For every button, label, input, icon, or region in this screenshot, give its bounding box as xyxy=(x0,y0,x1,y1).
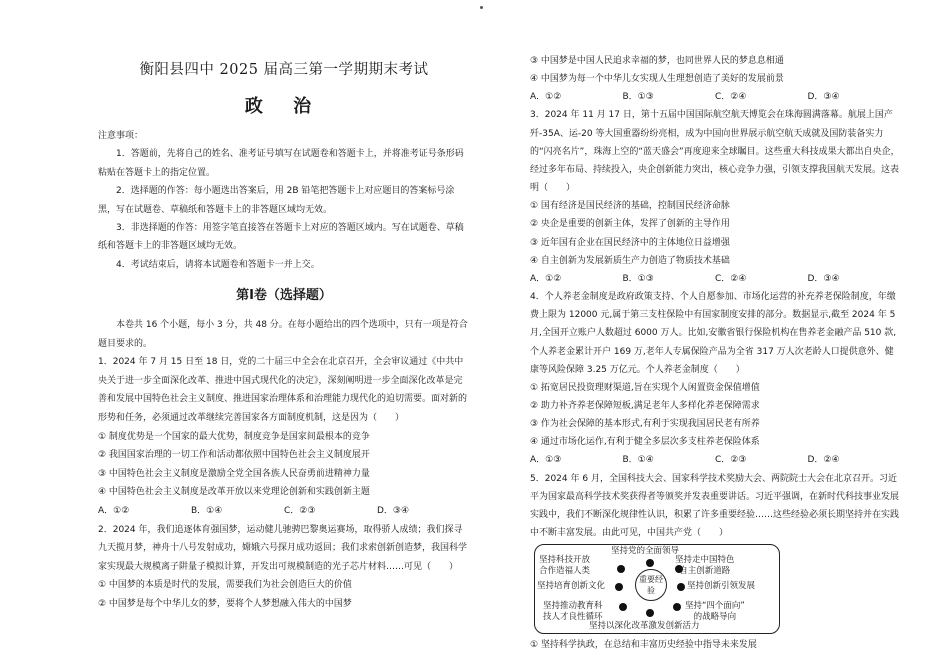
q2-choice-c: C．②④ xyxy=(715,92,747,103)
diagram-right2: 坚持创新引领发展 xyxy=(687,581,756,592)
diagram-dot xyxy=(673,603,681,611)
q2-choice-a: A．①② xyxy=(530,92,562,103)
q1-stem: 1．2024 年 7 月 15 日至 18 日，党的二十届三中全会在北京召开，全会审议通过《中共中央关于进一步全面深化改革、推进中国式现代化的决定》，深刻阐明进一步全面深化改革是完善和发展中国特色社会主义制度、推进国家治理体系和治理能力现代化的迫切需要。面对新的形势和任务，必须通过改革继续完善国家各方面制度机制，这是因为（ ） xyxy=(98,357,468,423)
q4-choices xyxy=(530,451,900,469)
q2-option-4: ④ 中国梦为每一个中华儿女实现人生理想创造了美好的发展前景 xyxy=(530,74,784,85)
q3-option-2: ② 央企是重要的创新主体，发挥了创新的主导作用 xyxy=(530,219,730,230)
exam-title: 衡阳县四中 2025 届高三第一学期期末考试 xyxy=(139,62,429,78)
q1-choices xyxy=(98,502,470,521)
diagram-left2: 坚持培育创新文化 xyxy=(537,581,606,592)
q4-choice-d: D．②④ xyxy=(807,455,840,466)
diagram-dot xyxy=(615,583,623,591)
diagram-top: 坚持党的全面领导 xyxy=(611,546,680,557)
note-4: 4．考试结束后，请将本试题卷和答题卡一并上交。 xyxy=(116,259,320,270)
q2-choice-d: D．③④ xyxy=(807,92,840,103)
q3-stem: 3．2024 年 11 月 17 日，第十五届中国国际航空航天博览会在珠海圆满落幕。航展上国产歼-35A、运-20 等大国重器纷纷亮相，成为中国向世界展示航空航天成就及国防装备实力的“闪亮名片”，珠海上空的“蓝天盛会”再度迎来全球瞩目。这些重大科技成果大都出自央企，经过多年布局、持续投入，央企创新能力突出，核心竞争力强，引领支撑我国航天发展。这表明（ ） xyxy=(530,110,900,194)
q4-option-1: ① 拓宽居民投资理财渠道,旨在实现个人闲置资金保值增值 xyxy=(530,382,760,393)
diagram-dot xyxy=(677,583,685,591)
notes-title: 注意事项： xyxy=(98,131,144,141)
header-dot xyxy=(480,6,483,9)
q4-option-2: ② 助力补齐养老保障短板,满足老年人多样化养老保障需求 xyxy=(530,400,760,411)
diagram-right3: 坚持“四个面向” 的战略导向 xyxy=(685,601,745,623)
q4-choice-b: B．①④ xyxy=(622,455,654,466)
q1-choice-c: C．②③ xyxy=(284,505,316,516)
q5-option-1: ① 坚持科学执政，在总结和丰富历史经验中指导未来发展 xyxy=(530,640,757,651)
q3-choice-d: D．③④ xyxy=(807,273,840,284)
q2-stem: 2．2024 年，我们追逐体育强国梦，运动健儿驰骋巴黎奥运赛场，取得骄人成绩；我们探寻九天揽月梦，神舟十八号发射成功，嫦娥六号探月成功返回；我们求索创新创造梦，我国科学家实现最大规模离子阱量子模拟计算，开发出可规模制造的光子芯片材料……可见（ ） xyxy=(98,524,468,572)
diagram-dot xyxy=(619,603,627,611)
q3-option-1: ① 国有经济是国民经济的基础，控制国民经济命脉 xyxy=(530,201,730,212)
q1-option-3: ③ 中国特色社会主义制度是激励全党全国各族人民奋勇前进精神力量 xyxy=(98,468,370,479)
q1-choice-d: D．③④ xyxy=(377,505,410,516)
q4-option-4: ④ 通过市场化运作,有利于健全多层次多支柱养老保险体系 xyxy=(530,437,760,448)
q4-choice-a: A．①③ xyxy=(530,455,562,466)
q3-choice-c: C．②④ xyxy=(715,273,747,284)
q2-option-3: ③ 中国梦是中国人民追求幸福的梦，也同世界人民的梦息息相通 xyxy=(530,56,784,66)
q1-option-4: ④ 中国特色社会主义制度是改革开放以来党理论创新和实践创新主题 xyxy=(98,487,370,498)
q1-option-1: ① 制度优势是一个国家的最大优势，制度竞争是国家间最根本的竞争 xyxy=(98,431,370,442)
q3-option-4: ④ 自主创新为发展新质生产力创造了物质技术基础 xyxy=(530,255,730,266)
q4-stem: 4．个人养老金制度是政府政策支持、个人自愿参加、市场化运营的补充养老保险制度，年缴费上限为 12000 元,属于第三支柱保险中有国家制度安排的部分。数据显示,截至 2024 年 5 月,全国开立账户人数超过 6000 万人。比如,安徽省银行保险机构在售养老金融产品 510 款,个人养老金累计开户 169 万,老年人专属保险产品为全省 317 万人次老龄人口提供意外、健康等风险保障 3.25 万亿元。个人养老金制度（ ） xyxy=(530,292,897,375)
q4-choice-c: C．②③ xyxy=(715,455,747,466)
experience-diagram xyxy=(534,544,780,634)
diagram-dot xyxy=(646,559,654,567)
q5-stem: 5．2024 年 6 月，全国科技大会、国家科学技术奖励大会、两院院士大会在北京召开。习近平为国家最高科学技术奖获得者等颁奖并发表重要讲话。习近平强调，在新时代科技事业发展实践中，我们不断深化规律性认识，积累了许多重要经验……这些经验必须长期坚持并在实践中不断丰富发展。由此可见，中国共产党（ ） xyxy=(530,473,900,539)
diagram-left1: 坚持科技开放 合作造福人类 xyxy=(539,555,591,577)
note-3: 3．非选择题的作答：用签字笔直接答在答题卡上对应的答题区域内。写在试题卷、草稿纸和答题卡上的非答题区域均无效。 xyxy=(98,223,464,252)
q4-option-3: ③ 作为社会保障的基本形式,有利于实现我国居民老有所养 xyxy=(530,419,760,430)
q3-choice-b: B．①③ xyxy=(622,273,654,284)
q3-choice-a: A．①② xyxy=(530,273,562,284)
q2-option-1: ① 中国梦的本质是时代的发展，需要我们为社会创造巨大的价值 xyxy=(98,580,352,591)
q2-choices xyxy=(530,88,900,106)
note-2: 2．选择题的作答：每小题选出答案后，用 2B 铅笔把答题卡上对应题目的答案标号涂黑，写在试题卷、草稿纸和答题卡上的非答题区域均无效。 xyxy=(98,186,455,215)
right-questions xyxy=(530,52,900,654)
q2-option-2: ② 中国梦是每个中华儿女的梦，要将个人梦想融入伟大的中国梦 xyxy=(98,598,352,609)
notes xyxy=(98,127,470,274)
q2-choice-b: B．①③ xyxy=(622,92,654,103)
note-1: 1．答题前，先将自己的姓名、准考证号填写在试题卷和答题卡上，并将准考证号条形码粘贴在答题卡上的指定位置。 xyxy=(98,149,464,178)
diagram-dot xyxy=(617,565,625,573)
q3-choices xyxy=(530,270,900,288)
diagram-dot xyxy=(646,609,654,617)
q3-option-3: ③ 近年国有企业在国民经济中的主体地位日益增强 xyxy=(530,237,730,248)
section-intro: 本卷共 16 个小题，每小 3 分，共 48 分。在每小题给出的四个选项中，只有一项是符合题目要求的。 xyxy=(98,320,468,349)
diagram-right1: 坚持走中国特色 自主创新道路 xyxy=(675,555,735,577)
left-questions xyxy=(98,316,470,614)
q1-choice-a: A．①② xyxy=(98,505,130,516)
diagram-center: 重要经验 xyxy=(635,569,667,601)
section-title: 第Ⅰ卷（选择题） xyxy=(236,288,332,303)
q1-choice-b: B．①④ xyxy=(191,505,223,516)
diagram-bottom: 坚持以深化改革激发创新活力 xyxy=(589,621,700,632)
diagram-left3: 坚持推动教育科 技人才良性循环 xyxy=(543,601,603,623)
q1-option-2: ② 我国国家治理的一切工作和活动都依照中国特色社会主义制度展开 xyxy=(98,450,370,461)
subject-title: 政 治 xyxy=(244,96,324,117)
